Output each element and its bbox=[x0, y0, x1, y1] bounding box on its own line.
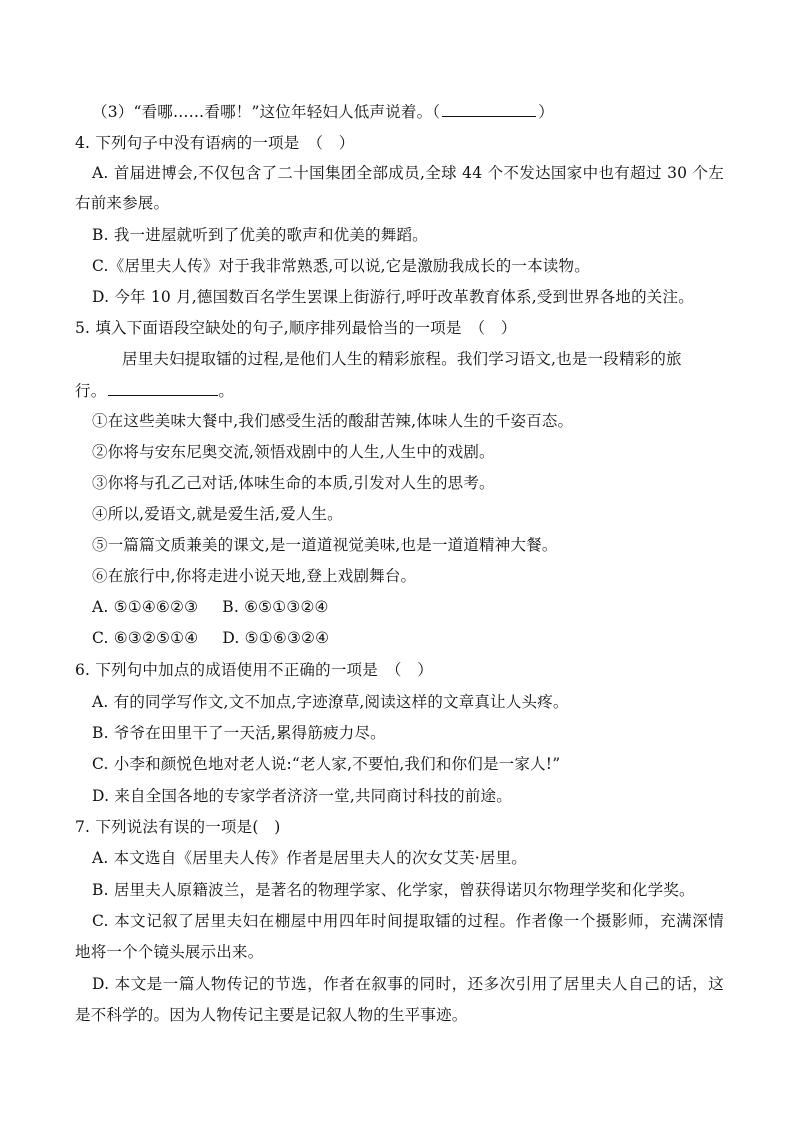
q5-sentence-2: ②你将与安东尼奥交流,领悟戏剧中的人生,人生中的戏剧。 bbox=[92, 443, 495, 461]
q4-option-d: D. 今年 10 月,德国数百名学生罢课上街游行,呼吁改革教育体系,受到世界各地的关注。 bbox=[92, 288, 694, 306]
q5-sentence-6: ⑥在旅行中,你将走进小说天地,登上戏剧舞台。 bbox=[92, 567, 417, 585]
q5-option-d: D. ⑤①⑥③②④ bbox=[222, 629, 330, 647]
q4-stem: 4. 下列句子中没有语病的一项是 （ ） bbox=[75, 134, 355, 152]
q5-passage-line2-suffix: 。 bbox=[218, 382, 235, 400]
q3-item-3 bbox=[92, 101, 554, 122]
q5-option-a: A. ⑤①④⑥②③ bbox=[92, 598, 199, 616]
q6-stem: 6. 下列句中加点的成语使用不正确的一项是 （ ） bbox=[75, 661, 433, 679]
q4-option-c: C.《居里夫人传》对于我非常熟悉,可以说,它是激励我成长的一本读物。 bbox=[92, 257, 590, 275]
q6-option-a: A. 有的同学写作文,文不加点,字迹潦草,阅读这样的文章真让人头疼。 bbox=[92, 693, 569, 711]
q5-sentence-1: ①在这些美味大餐中,我们感受生活的酸甜苦辣,体味人生的千姿百态。 bbox=[92, 412, 574, 430]
q5-sentence-5: ⑤一篇篇文质兼美的课文,是一道道视觉美味,也是一道道精神大餐。 bbox=[92, 536, 558, 554]
q3-item-suffix: ） bbox=[538, 103, 554, 121]
q5-passage-line1: 居里夫妇提取镭的过程,是他们人生的精彩旅程。我们学习语文,也是一段精彩的旅 bbox=[122, 350, 682, 368]
q5-options-row1 bbox=[92, 597, 329, 617]
q4-option-a-line2: 右前来参展。 bbox=[75, 194, 170, 212]
q6-option-b: B. 爷爷在田里干了一天活,累得筋疲力尽。 bbox=[92, 724, 386, 742]
q6-option-c: C. 小李和颜悦色地对老人说:“老人家,不要怕,我们和你们是一家人!” bbox=[92, 755, 561, 773]
q7-option-c-line2: 地将一个个镜头展示出来。 bbox=[75, 943, 264, 961]
q7-option-c-line1: C. 本文记叙了居里夫妇在棚屋中用四年时间提取镭的过程。作者像一个摄影师，充满深情 bbox=[92, 912, 724, 930]
q5-option-c: C. ⑥③②⑤①④ bbox=[92, 629, 199, 647]
answer-blank[interactable] bbox=[108, 380, 218, 396]
q4-option-b: B. 我一进屋就听到了优美的歌声和优美的舞蹈。 bbox=[92, 226, 428, 244]
q7-option-d-line1: D. 本文是一篇人物传记的节选，作者在叙事的同时，还多次引用了居里夫人自己的话，这 bbox=[92, 975, 724, 993]
q5-stem: 5. 填入下面语段空缺处的句子,顺序排列最恰当的一项是 （ ） bbox=[75, 319, 517, 337]
q5-option-b: B. ⑥⑤①③②④ bbox=[222, 598, 329, 616]
answer-blank[interactable] bbox=[442, 101, 536, 117]
q5-sentence-4: ④所以,爱语文,就是爱生活,爱人生。 bbox=[92, 505, 343, 523]
q7-option-d-line2: 是不科学的。因为人物传记主要是记叙人物的生平事迹。 bbox=[75, 1006, 468, 1024]
q7-option-a: A. 本文选自《居里夫人传》作者是居里夫人的次女艾芙·居里。 bbox=[92, 849, 527, 867]
q7-option-b: B. 居里夫人原籍波兰，是著名的物理学家、化学家，曾获得诺贝尔物理学奖和化学奖。 bbox=[92, 881, 695, 899]
q6-option-d: D. 来自全国各地的专家学者济济一堂,共同商讨科技的前途。 bbox=[92, 787, 512, 805]
q3-item-prefix: （3）“看哪……看哪！”这位年轻妇人低声说着。（ bbox=[92, 103, 441, 121]
q5-options-row2 bbox=[92, 628, 329, 648]
q4-option-a-line1: A. 首届进博会,不仅包含了二十国集团全部成员,全球 44 个不发达国家中也有超过 30 个左 bbox=[92, 164, 724, 182]
q5-passage-line2 bbox=[75, 380, 234, 401]
q7-stem: 7. 下列说法有误的一项是( ) bbox=[75, 818, 281, 836]
q5-passage-line2-prefix: 行。 bbox=[75, 382, 107, 400]
q5-sentence-3: ③你将与孔乙己对话,体味生命的本质,引发对人生的思考。 bbox=[92, 474, 495, 492]
